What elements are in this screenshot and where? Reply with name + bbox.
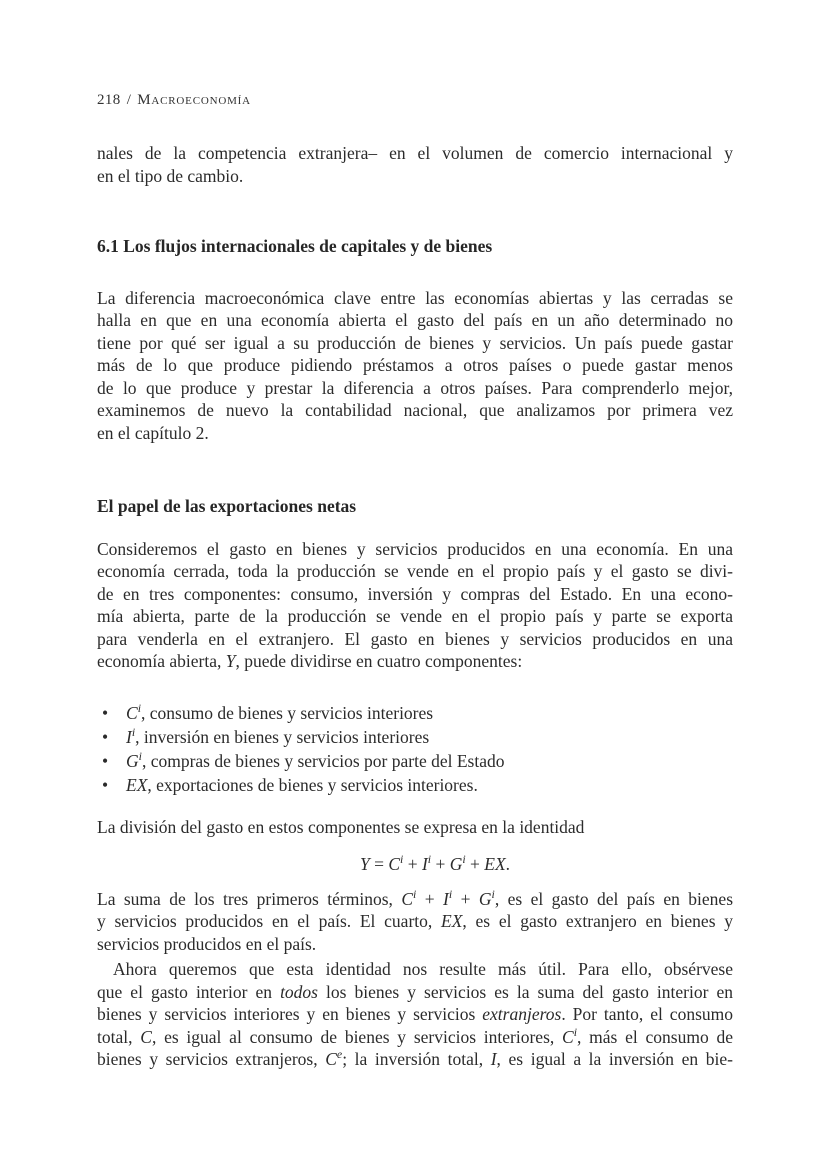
- text-run: i: [131, 724, 136, 739]
- text-run: +: [431, 854, 450, 874]
- text-run: economía abierta,: [97, 651, 226, 671]
- text-run: , es el gasto extranjero en bienes y: [462, 911, 733, 931]
- running-head-separator: /: [126, 92, 132, 108]
- text-run: e: [336, 1047, 343, 1062]
- text-run: . Por tanto, el consumo: [561, 1004, 733, 1024]
- text-run: G: [478, 888, 492, 909]
- subsection-heading: El papel de las exportaciones netas: [97, 496, 357, 516]
- text-run: EX: [484, 854, 506, 874]
- identity-intro-paragraph: [97, 816, 733, 839]
- text-run: todos: [280, 981, 318, 1002]
- text-run: i: [491, 886, 495, 901]
- text-run: , inversión en bienes y servicios interiores: [135, 726, 430, 747]
- bullet-marker-icon: •: [102, 702, 109, 723]
- text-run: , consumo de bienes y servicios interiores: [141, 702, 434, 723]
- text-line: [97, 287, 733, 310]
- text-run: La suma de los tres primeros términos,: [97, 888, 402, 909]
- text-run: y servicios producidos en el país. El cuarto,: [97, 911, 441, 931]
- equation-line: [137, 853, 733, 876]
- text-line: [97, 605, 733, 628]
- text-run: ; la inversión total,: [342, 1049, 491, 1069]
- text-line: [97, 1026, 733, 1049]
- text-run: Y: [359, 854, 370, 874]
- text-run: más de lo que produce pidiendo préstamos a otros países o puede gastar menos: [97, 355, 733, 375]
- text-line: [97, 399, 733, 422]
- text-line: [97, 981, 733, 1004]
- text-run: .: [505, 854, 511, 874]
- text-run: C: [126, 702, 138, 723]
- bullet-item: [97, 725, 733, 749]
- text-run: de lo que produce y prestar la diferencia a otros países. Para comprenderlo mejor,: [97, 377, 733, 398]
- text-run: C: [562, 1026, 574, 1047]
- text-line: [97, 1003, 733, 1026]
- text-line: [97, 422, 733, 445]
- text-run: G: [449, 854, 463, 874]
- section-heading: 6.1 Los flujos internacionales de capitales y de bienes: [97, 236, 493, 256]
- text-run: tiene por qué ser igual a su producción de bienes y servicios. Un país puede gastar: [97, 332, 733, 353]
- subsection-paragraph: [97, 538, 733, 673]
- text-run: +: [416, 888, 444, 909]
- book-title: Macroeconomía: [137, 92, 251, 108]
- text-run: mía abierta, parte de la producción se vende en el propio país y parte se exporta: [97, 606, 733, 626]
- text-run: que el gasto interior en: [97, 981, 281, 1002]
- text-run: , puede dividirse en cuatro componentes:: [235, 651, 523, 671]
- bullet-list: [97, 701, 733, 797]
- text-run: , es igual al consumo de bienes y servicios interiores,: [151, 1026, 563, 1047]
- text-line: [97, 888, 733, 911]
- text-run: en el tipo de cambio.: [97, 165, 244, 186]
- text-line: [97, 560, 733, 583]
- text-run: halla en que en una economía abierta el gasto del país en un año determinado no: [97, 310, 733, 330]
- text-line: [97, 538, 733, 561]
- text-run: i: [400, 852, 404, 867]
- text-run: +: [452, 888, 479, 909]
- text-run: =: [369, 854, 389, 874]
- text-line: [97, 650, 733, 673]
- text-run: I: [126, 726, 132, 747]
- text-run: de en tres componentes: consumo, inversión y compras del Estado. En una econo-: [97, 583, 733, 604]
- text-run: i: [413, 886, 417, 901]
- text-run: EX: [441, 911, 463, 931]
- text-run: La división del gasto en estos componentes se expresa en la identidad: [97, 816, 585, 837]
- text-run: Y: [225, 651, 236, 671]
- text-run: servicios producidos en el país.: [97, 933, 317, 954]
- text-run: extranjeros: [482, 1004, 562, 1024]
- text-run: i: [138, 748, 142, 763]
- text-run: C: [401, 888, 413, 909]
- text-run: i: [573, 1024, 578, 1039]
- text-run: en el capítulo 2.: [97, 422, 209, 443]
- text-run: I: [443, 888, 449, 909]
- text-run: La diferencia macroeconómica clave entre las economías abiertas y las cerradas se: [97, 287, 733, 308]
- text-line: [97, 816, 733, 839]
- text-run: C: [388, 854, 400, 874]
- total-paragraph: [97, 958, 733, 1071]
- text-run: bienes y servicios extranjeros,: [97, 1049, 326, 1069]
- text-line: [97, 309, 733, 332]
- text-run: para venderla en el extranjero. El gasto en bienes y servicios producidos en una: [97, 628, 733, 649]
- text-run: I: [490, 1049, 497, 1069]
- identity-equation: [97, 853, 733, 876]
- page-number: 218: [97, 92, 121, 108]
- text-run: , compras de bienes y servicios por parte del Estado: [141, 750, 505, 771]
- text-run: Consideremos el gasto en bienes y servicios producidos en una economía. En una: [97, 538, 733, 559]
- text-run: I: [421, 854, 428, 874]
- bullet-item: [97, 749, 733, 773]
- sum-paragraph: [97, 888, 733, 956]
- running-head: [97, 91, 733, 109]
- text-run: , es igual a la inversión en bie-: [496, 1049, 733, 1069]
- text-run: EX: [126, 774, 148, 795]
- text-run: total,: [97, 1026, 141, 1047]
- bullet-item: [97, 773, 733, 797]
- text-run: i: [427, 852, 432, 867]
- text-line: [97, 933, 733, 956]
- text-run: los bienes y servicios es la suma del gasto interior en: [318, 981, 733, 1002]
- text-run: i: [137, 700, 141, 715]
- text-run: , más el consumo de: [577, 1026, 734, 1047]
- text-line: [97, 910, 733, 933]
- bullet-item: [97, 701, 733, 725]
- text-line: [97, 354, 733, 377]
- text-line: [97, 332, 733, 355]
- text-run: i: [462, 852, 466, 867]
- text-line: [97, 1048, 733, 1071]
- text-run: nales de la competencia extranjera– en el volumen de comercio internacional y: [97, 143, 733, 163]
- text-run: economía cerrada, toda la producción se vende en el propio país y el gasto se divi-: [97, 561, 733, 581]
- text-run: C: [325, 1049, 337, 1069]
- text-run: C: [140, 1026, 152, 1047]
- text-run: i: [448, 886, 453, 901]
- text-line: [97, 628, 733, 651]
- text-line: [97, 583, 733, 606]
- text-run: , exportaciones de bienes y servicios interiores.: [147, 774, 478, 795]
- text-run: G: [126, 750, 139, 771]
- text-run: +: [465, 854, 485, 874]
- page-content: [97, 0, 733, 1071]
- section-paragraph: [97, 287, 733, 445]
- text-run: examinemos de nuevo la contabilidad nacional, que analizamos por primera vez: [97, 400, 733, 420]
- text-run: , es el gasto del país en bienes: [494, 888, 734, 909]
- text-run: Ahora queremos que esta identidad nos resulte más útil. Para ello, obsérvese: [113, 959, 733, 979]
- text-run: bienes y servicios interiores y en bienes y servicios: [97, 1004, 483, 1024]
- bullet-marker-icon: •: [102, 774, 109, 795]
- text-run: +: [403, 854, 422, 874]
- text-line: [97, 958, 733, 981]
- text-line: [97, 142, 733, 165]
- bullet-marker-icon: •: [102, 726, 109, 747]
- text-line: [97, 377, 733, 400]
- bullet-marker-icon: •: [102, 750, 109, 771]
- text-line: [97, 165, 733, 188]
- continuation-paragraph: [97, 142, 733, 187]
